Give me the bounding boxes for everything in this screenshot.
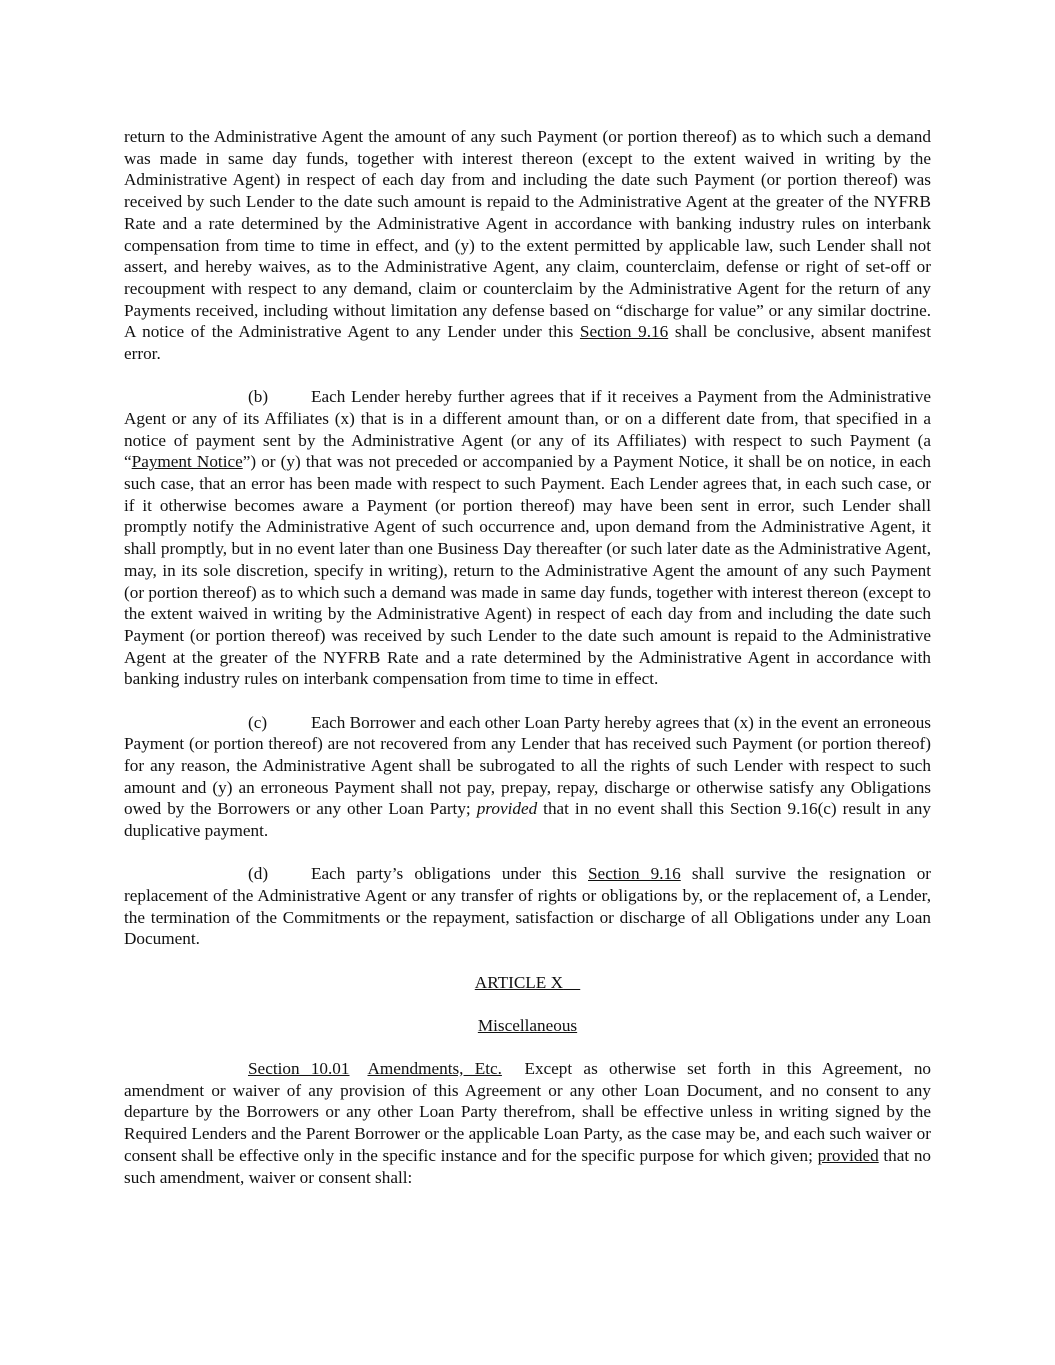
paragraph-a-text: return to the Administrative Agent the amount of any such Payment (or portion thereof) as to which such a demand was made in same day funds, together with interest thereon (except to the extent waived in writing by the Administrative Agent) in respect of each day from and including the date such Payment (or portion thereof) was received by such Lender to the date such amount is repaid to the Administrative Agent at the greater of the NYFRB Rate and a rate determined by the Administrative Agent in accordance with banking industry rules on interbank compensation from time to time in effect, and (y) to the extent permitted by applicable law, such Lender shall not assert, and hereby waives, as to the Administrative Agent, any claim, counterclaim, defense or right of set-off or recoupment with respect to any demand, claim or counterclaim by the Administrative Agent for the return of any Payments received, including without limitation any defense based on “discharge for value” or any similar doctrine. A notice of the Administrative Agent to any Lender under this xyxy=(124,127,931,342)
paragraph-b-text: Each Lender hereby further agrees that if it receives a Payment from the Administrative Agent or any of its Affiliates (x) that is in a different amount than, or on a different date from, that specified in a notice of payment sent by the Administrative Agent (or any of its Affiliates) with respect to such Payment (a “ xyxy=(124,387,931,472)
paragraph-c-text: Each Borrower and each other Loan Party hereby agrees that (x) in the event an erroneous Payment (or portion thereof) are not recovered from any Lender that has received such Payment (or portion thereof) for any reason, the Administrative Agent shall be subrogated to all the rights of such Lender with respect to such amount and (y) an erroneous Payment shall not pay, prepay, repay, discharge or otherwise satisfy any Obligations owed by the Borrowers or any other Loan Party; xyxy=(124,712,931,819)
section-10-01-text-end: that no such amendment, waiver or consent shall: xyxy=(124,1145,932,1187)
paragraph-c xyxy=(124,712,931,842)
paragraph-d xyxy=(124,863,931,950)
paragraph-a-text-end: shall be conclusive, absent manifest error. xyxy=(124,322,932,364)
section-10-01-heading xyxy=(248,1059,502,1078)
section-10-01-text: Except as otherwise set forth in this Agreement, no amendment or waiver of any provision of this Agreement or any other Loan Document, and no consent to any departure by the Borrowers or any other Loan Party therefrom, shall be effective unless in writing signed by the Required Lenders and the Parent Borrower or the applicable Loan Party, as the case may be, and each such waiver or consent shall be effective only in the specific instance and for the specific purpose for which given; xyxy=(124,1059,932,1165)
provided-italic: provided xyxy=(476,799,538,819)
paragraph-b-label: (b) xyxy=(248,387,269,407)
paragraph-c-text-end: that in no event shall this Section 9.16(c) result in any duplicative payment. xyxy=(124,799,931,841)
paragraph-d-label: (d) xyxy=(248,864,269,884)
article-subtitle-line xyxy=(124,1015,931,1037)
paragraph-d-text-end: shall survive the resignation or replacement of the Administrative Agent or any transfer of rights or obligations by, or the replacement of, a Lender, the termination of the Commitments or the repayment, satisfaction or discharge of all Obligations under any Loan Document. xyxy=(124,864,932,949)
paragraph-a-continued xyxy=(124,126,931,365)
payment-notice-term: Payment Notice xyxy=(131,452,243,472)
article-heading xyxy=(124,972,931,994)
paragraph-b-text-end: ”) or (y) that was not preceded or accompanied by a Payment Notice, it shall be on notice, in each such case, that an error has been made with respect to such Payment. Each Lender agrees that, in each such case, or if it otherwise becomes aware a Payment (or portion thereof) may have been sent in error, such Lender shall promptly notify the Administrative Agent of such occurrence and, upon demand from the Administrative Agent, it shall promptly, but in no event later than one Business Day thereafter (or such later date as the Administrative Agent, may, in its sole discretion, specify in writing), return to the Administrative Agent the amount of any such Payment (or portion thereof) as to which such a demand was made in same day funds, together with interest thereon (except to the extent waived in writing by the Administrative Agent) in respect of each day from and including the date such Payment (or portion thereof) was received by such Lender to the date such amount is repaid to the Administrative Agent at the greater of the NYFRB Rate and a rate determined by the Administrative Agent in accordance with banking industry rules on interbank compensation from time to time in effect. xyxy=(124,452,931,689)
section-9-16-reference-2: Section 9.16 xyxy=(588,864,681,884)
section-10-01-number: Section 10.01 xyxy=(248,1059,350,1079)
section-9-16-reference: Section 9.16 xyxy=(579,322,669,342)
article-title-text: ARTICLE X xyxy=(474,972,564,992)
section-10-01 xyxy=(124,1058,931,1188)
article-title xyxy=(475,973,580,992)
section-10-01-title: Amendments, Etc. xyxy=(367,1059,502,1079)
article-subtitle: Miscellaneous xyxy=(477,1015,578,1035)
document-page xyxy=(124,126,931,1188)
paragraph-d-text: Each party’s obligations under this xyxy=(311,864,577,884)
provided-proviso: provided xyxy=(817,1145,879,1165)
paragraph-b xyxy=(124,386,931,690)
paragraph-c-label: (c) xyxy=(248,712,268,732)
